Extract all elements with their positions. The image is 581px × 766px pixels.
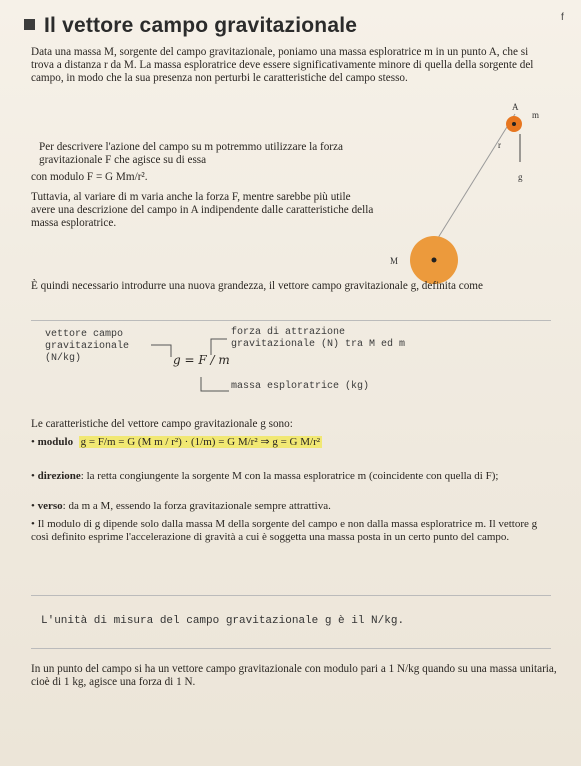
label-M: M	[390, 256, 399, 266]
side-para-2: con modulo F = G Mm/r².	[31, 171, 148, 184]
bullet-direzione-text: : la retta congiungente la sorgente M con la massa esploratrice m (coincidente con quella di F);	[80, 470, 499, 482]
definition-box	[31, 320, 551, 406]
side-para-3: Tuttavia, al variare di m varia anche la forza F, mentre sarebbe più utile avere una descrizione del campo in A indipendente dalle caratteristiche della massa esploratrice.	[31, 190, 374, 230]
intro-paragraph: Data una massa M, sorgente del campo gravitazionale, poniamo una massa esploratrice m in un punto A, che si trova a distanza r da M. La massa esploratrice deve essere significativamente minore di quella della sorgente del campo, in modo che la sua presenza non perturbi le caratteristiche del campo stesso.	[31, 46, 534, 85]
field-diagram	[390, 102, 560, 299]
definition-label-bottom: massa esploratrice (kg)	[231, 381, 370, 392]
bullet-modulo: • modulo g = F/m = G (M m / r²) · (1/m) = G M/r² ⇒ g = G M/r²	[31, 436, 321, 448]
definition-label-left: vettore campo gravitazionale (N/kg)	[45, 329, 130, 364]
bullet-direzione: • direzione: la retta congiungente la sorgente M con la massa esploratrice m (coincidente con quella di F);	[31, 470, 499, 482]
side-para-1: Per descrivere l'azione del campo su m potremmo utilizzare la forza gravitazionale F che agisce su di essa	[39, 141, 343, 167]
page-title: Il vettore campo gravitazionale	[24, 14, 357, 38]
bullet-verso-label: verso	[37, 500, 63, 512]
label-A: A	[512, 102, 519, 112]
definition-connectors	[151, 331, 241, 401]
bullet-modulo-formula: g = F/m = G (M m / r²) · (1/m) = G M/r² ⇒ g = G M/r²	[80, 436, 321, 448]
bullet-verso: • verso: da m a M, essendo la forza gravitazionale sempre attrattiva.	[31, 500, 331, 512]
unit-box-text: L'unità di misura del campo gravitazionale g è il N/kg.	[41, 615, 405, 627]
bullet-modulo-label: modulo	[37, 436, 74, 448]
side-paragraph	[31, 141, 376, 230]
closing-paragraph: In un punto del campo si ha un vettore campo gravitazionale con modulo pari a 1 N/kg quando su una massa unitaria, cioè di 1 kg, agisce una forza di 1 N.	[31, 663, 557, 689]
unit-box	[31, 595, 551, 649]
definition-formula: g = F / m	[173, 353, 230, 367]
modulo-note: • Il modulo di g dipende solo dalla massa M della sorgente del campo e non dalla massa esploratrice m. Il vettore g così definito esprime l'accelerazione di gravità a cui è soggetta una massa posta in un certo punto del campo.	[31, 518, 538, 543]
definition-label-top: forza di attrazione gravitazionale (N) tra M ed m	[231, 327, 406, 350]
modulo-note-text: Il modulo di g dipende solo dalla massa M della sorgente del campo e non dalla massa esploratrice m. Il vettore g così definito esprime l'accelerazione di gravità a cui è soggetta una massa posta in un certo punto del campo.	[31, 518, 538, 543]
r-line	[428, 114, 515, 254]
label-m: m	[532, 110, 540, 120]
title-bullet-icon	[24, 19, 35, 30]
label-r: r	[498, 140, 501, 150]
bridge-text: È quindi necessario introdurre una nuova grandezza, il vettore campo gravitazionale g, definita come	[31, 280, 483, 292]
small-mass-center	[512, 122, 516, 126]
label-g: g	[518, 172, 523, 182]
bullet-verso-text: : da m a M, essendo la forza gravitazionale sempre attrattiva.	[62, 500, 331, 512]
corner-mark: f	[561, 12, 564, 23]
bullet-direzione-label: direzione	[37, 470, 81, 482]
large-mass-center	[432, 258, 437, 263]
characteristics-intro: Le caratteristiche del vettore campo gravitazionale g sono:	[31, 418, 293, 430]
